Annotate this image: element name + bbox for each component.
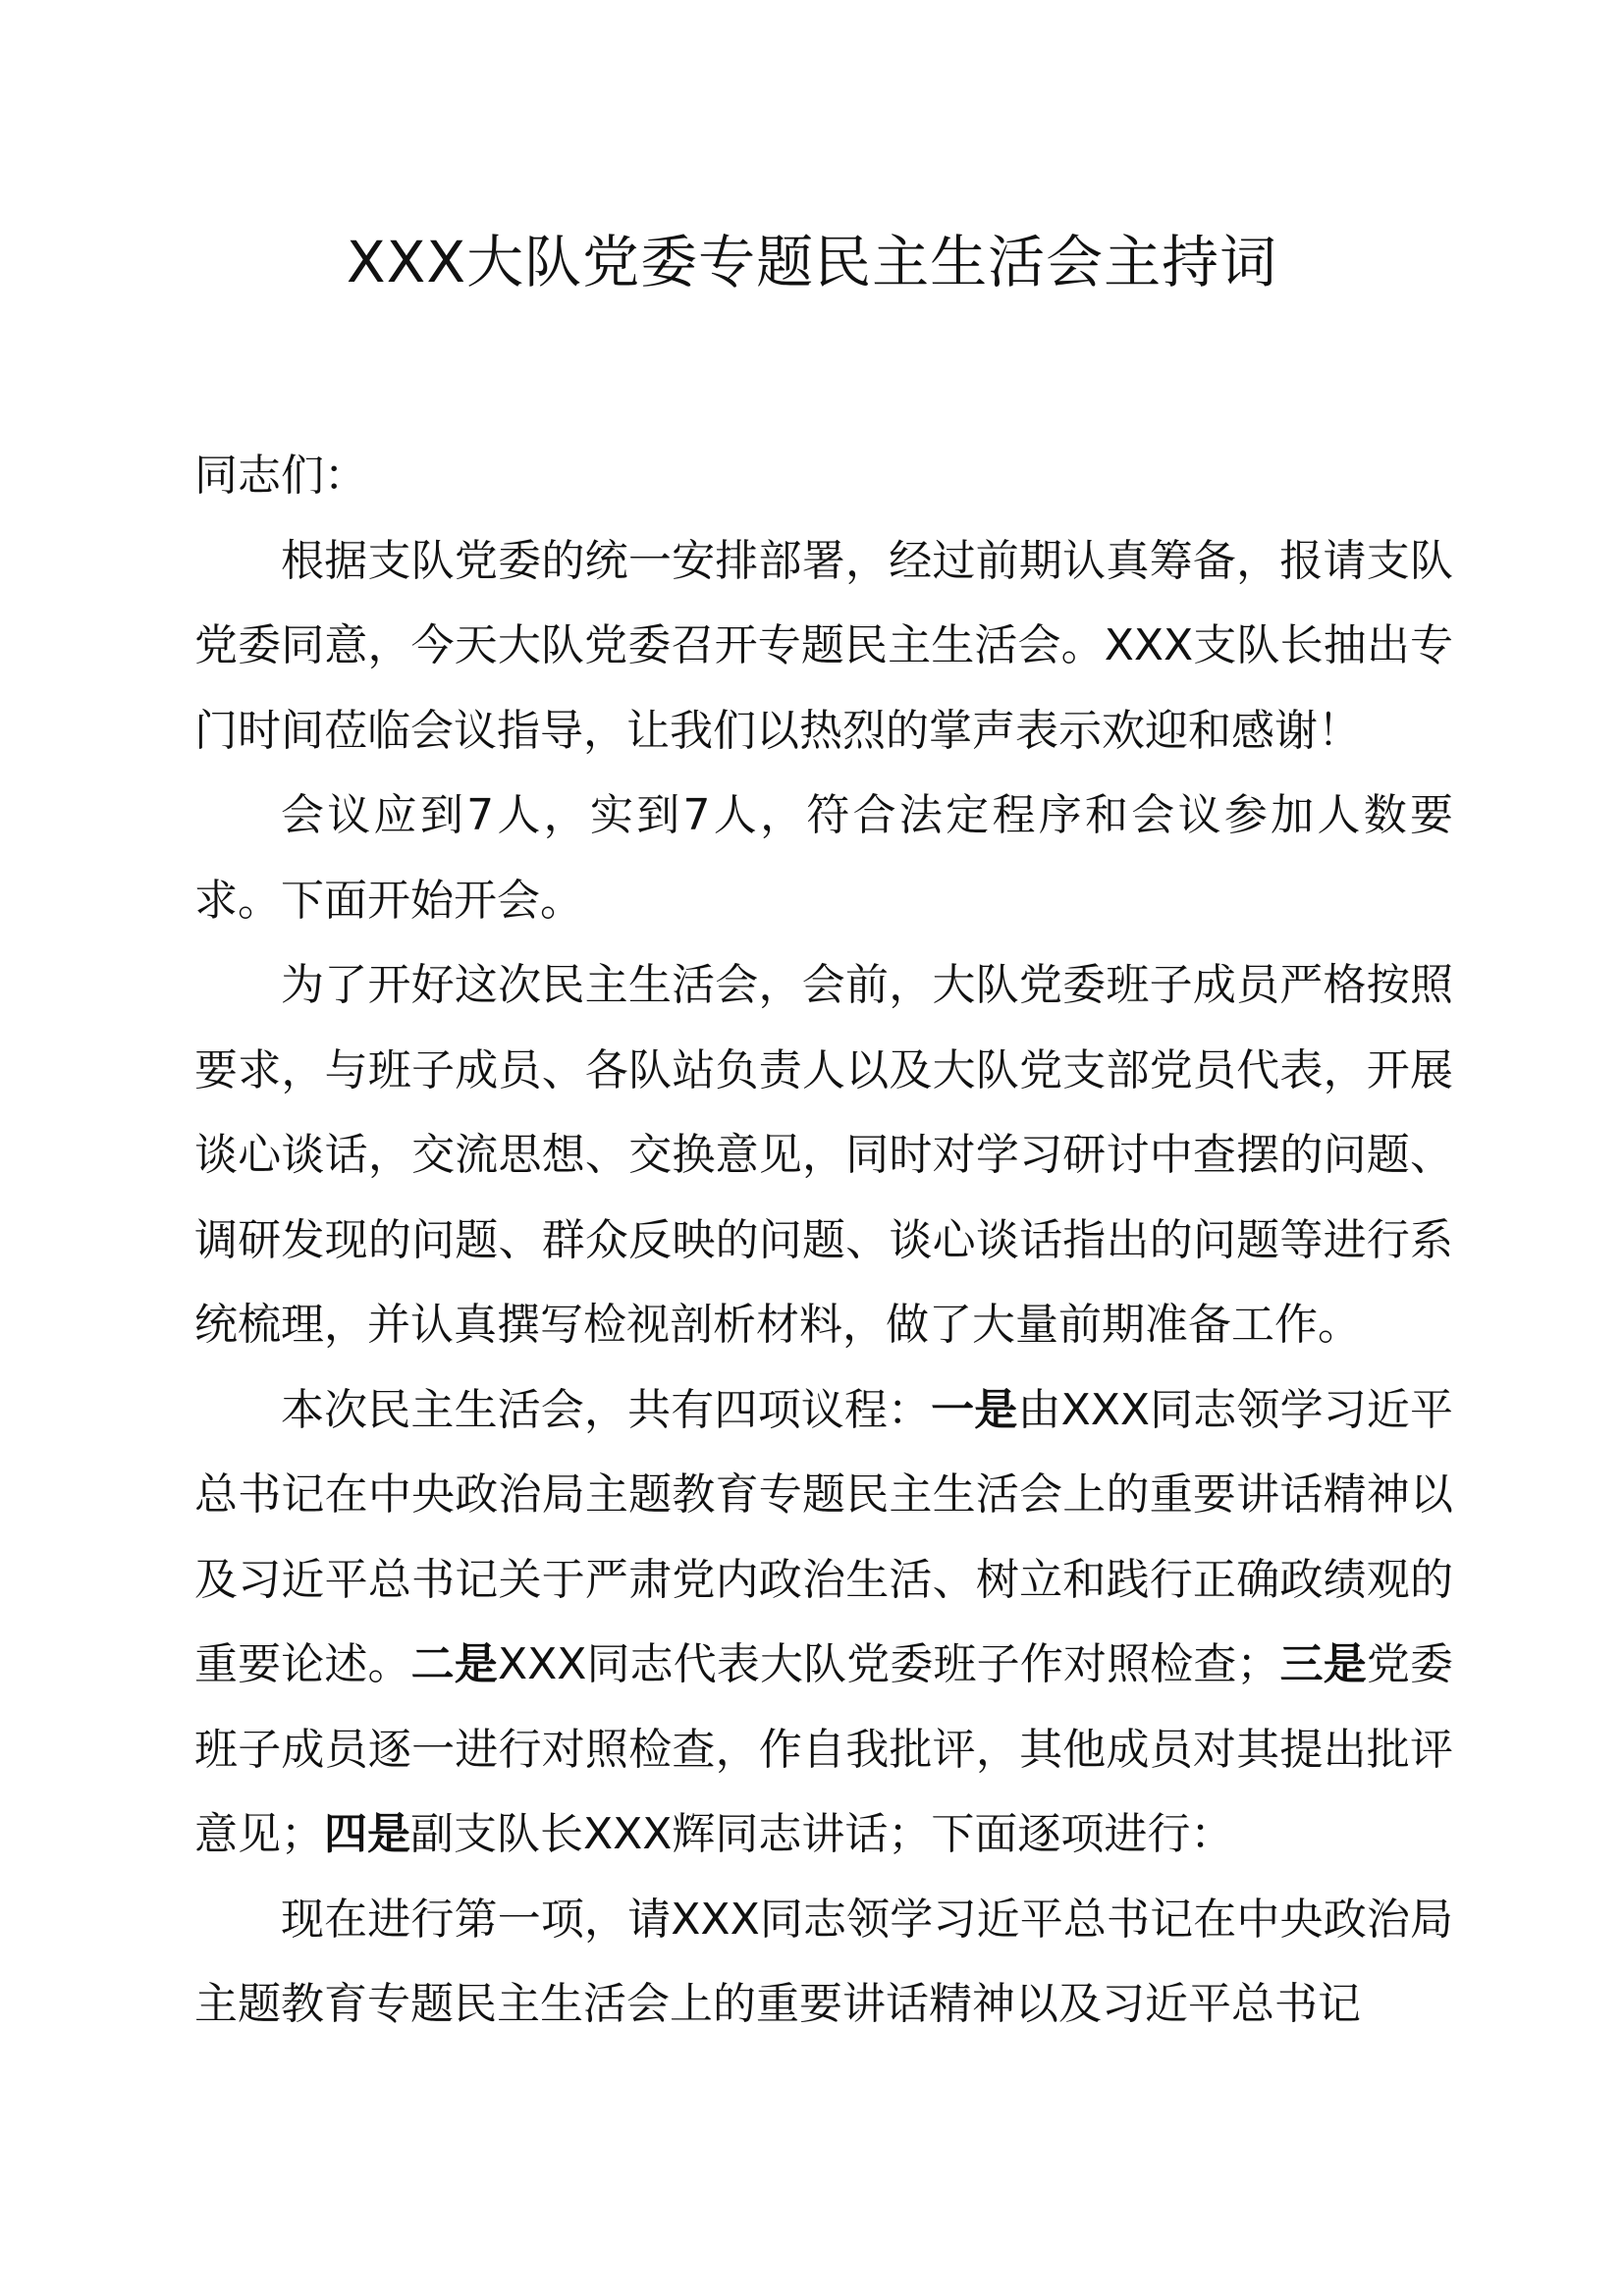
document-title: XXX大队党委专题民主生活会主持词 (346, 229, 1278, 295)
agenda-item-4-text: 副支队长XXX辉同志讲话；下面逐项进行： (410, 1809, 1234, 1859)
agenda-item-3-label: 三是 (1279, 1639, 1367, 1689)
paragraph-preparation: 为了开好这次民主生活会，会前，大队党委班子成员严格按照要求，与班子成员、各队站负责人以及大队党支部党员代表，开展谈心谈话，交流思想、交换意见，同时对学习研讨中查摆的问题、调研发现的问题、群众反映的问题、谈心谈话指出的问题等进行系统梳理，并认真撰写检视剖析材料，做了大量前期准备工作。 (194, 960, 1453, 1350)
paragraph-first-item: 现在进行第一项，请XXX同志领学习近平总书记在中央政治局主题教育专题民主生活会上的重要讲话精神以及习近平总书记 (194, 1894, 1453, 2029)
agenda-item-2-label: 二是 (410, 1639, 498, 1689)
agenda-item-2-text: XXX同志代表大队党委班子作对照检查； (497, 1639, 1280, 1689)
document-body (194, 434, 1453, 2048)
agenda-item-1-label: 一是 (931, 1384, 1018, 1435)
agenda-item-3-text: 党委班子成员逐一进行对照检查，作自我批评，其他成员对其提出批评意见； (194, 1639, 1454, 1859)
salutation: 同志们： (194, 451, 367, 501)
agenda-intro: 本次民主生活会，共有四项议程： (281, 1384, 932, 1435)
agenda-item-1-text: 由XXX同志领学习近平总书记在中央政治局主题教育专题民主生活会上的重要讲话精神以及习近平总书记关于严肃党内政治生活、树立和践行正确政绩观的重要论述。 (194, 1384, 1454, 1689)
paragraph-attendance: 会议应到7人，实到7人，符合法定程序和会议参加人数要求。下面开始开会。 (194, 790, 1453, 926)
paragraph-agenda (194, 1368, 1453, 1878)
paragraph-arrangement: 根据支队党委的统一安排部署，经过前期认真筹备，报请支队党委同意，今天大队党委召开专题民主生活会。XXX支队长抽出专门时间莅临会议指导，让我们以热烈的掌声表示欢迎和感谢！ (194, 535, 1453, 756)
agenda-item-4-label: 四是 (324, 1809, 410, 1859)
